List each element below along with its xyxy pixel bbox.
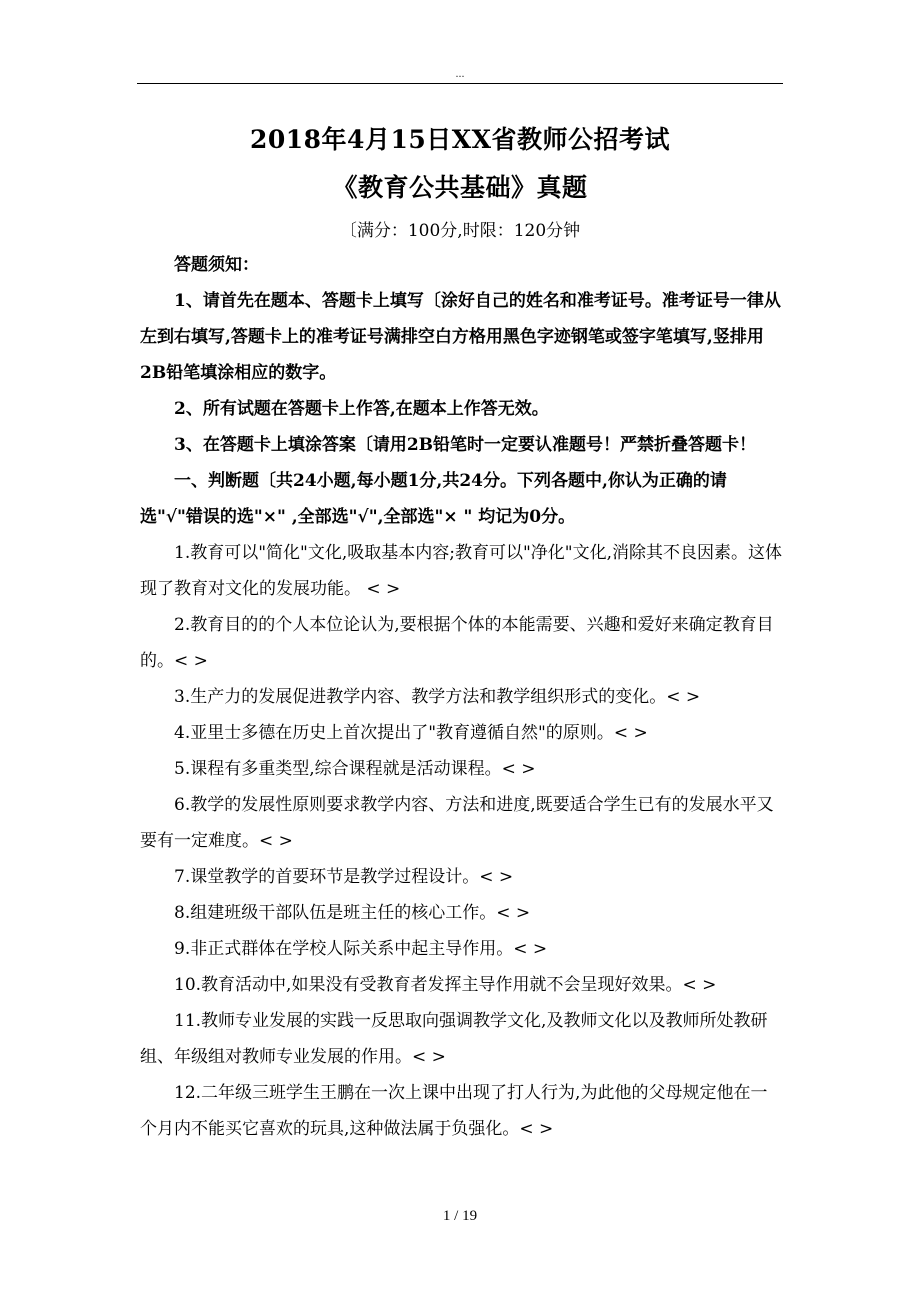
exam-body xyxy=(140,247,784,1147)
instruction-item: 1、请首先在题本、答题卡上填写〔涂好自己的姓名和准考证号。准考证号一律从左到右填写,答题卡上的准考证号满排空白方格用黑色字迹钢笔或签字笔填写,竖排用2B铅笔填涂相应的数字。 xyxy=(140,291,781,383)
question-item: 6.教学的发展性原则要求教学内容、方法和进度,既要适合学生已有的发展水平又要有一定难度。< > xyxy=(140,795,774,851)
question-item: 3.生产力的发展促进教学内容、教学方法和教学组织形式的变化。< > xyxy=(174,687,701,707)
instruction-item: 2、所有试题在答题卡上作答,在题本上作答无效。 xyxy=(174,399,549,419)
question-item: 1.教育可以"简化"文化,吸取基本内容;教育可以"净化"文化,消除其不良因素。这体现了教育对文化的发展功能。 < > xyxy=(140,543,783,599)
header-mark: ... xyxy=(455,66,465,80)
question-item: 4.亚里士多德在历史上首次提出了"教育遵循自然"的原则。< > xyxy=(174,723,648,743)
question-item: 12.二年级三班学生王鹏在一次上课中出现了打人行为,为此他的父母规定他在一个月内不能买它喜欢的玩具,这种做法属于负强化。< > xyxy=(140,1083,768,1139)
question-item: 7.课堂教学的首要环节是教学过程设计。< > xyxy=(174,867,514,887)
question-item: 2.教育目的的个人本位论认为,要根据个体的本能需要、兴趣和爱好来确定教育目的。< > xyxy=(140,615,774,671)
section-heading: 一、判断题〔共24小题,每小题1分,共24分。下列各题中,你认为正确的请选"√"错误的选"×" ,全部选"√",全部选"× " 均记为0分。 xyxy=(140,471,727,527)
exam-subject-title: 《教育公共基础》真题 xyxy=(332,173,588,202)
instruction-item: 3、在答题卡上填涂答案〔请用2B铅笔时一定要认准题号！严禁折叠答题卡！ xyxy=(174,435,757,455)
question-item: 11.教师专业发展的实践一反思取向强调教学文化,及教师文化以及教师所处教研组、年级组对教师专业发展的作用。< > xyxy=(140,1011,768,1067)
question-item: 8.组建班级干部队伍是班主任的核心工作。< > xyxy=(174,903,531,923)
exam-score-time: 〔满分：100分,时限：120分钟 xyxy=(339,221,581,241)
header-rule xyxy=(137,83,783,84)
question-item: 5.课程有多重类型,综合课程就是活动课程。< > xyxy=(174,759,536,779)
question-item: 9.非正式群体在学校人际关系中起主导作用。< > xyxy=(174,939,548,959)
page-number: 1 / 19 xyxy=(442,1208,478,1224)
instructions-heading: 答题须知： xyxy=(174,255,259,275)
exam-title: 2018年4月15日XX省教师公招考试 xyxy=(249,125,671,154)
question-item: 10.教育活动中,如果没有受教育者发挥主导作用就不会呈现好效果。< > xyxy=(174,975,717,995)
